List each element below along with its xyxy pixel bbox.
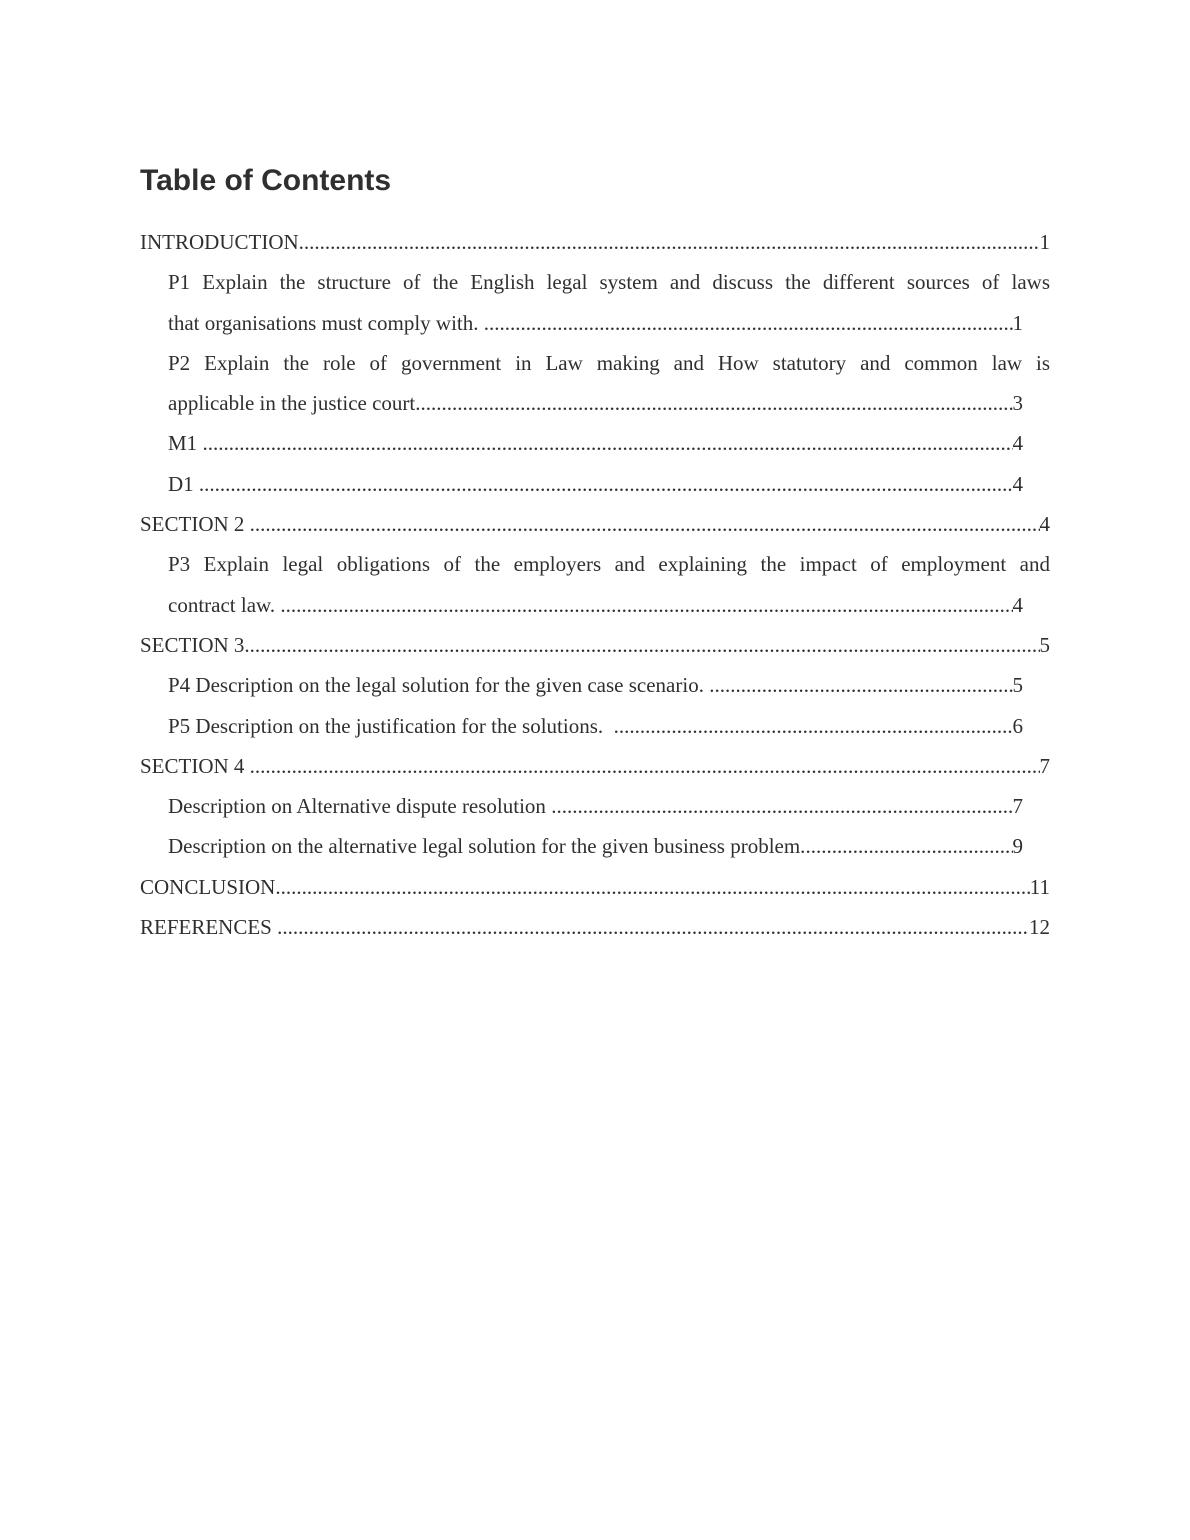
toc-leader-dots [551,786,1012,826]
toc-entry-p1[interactable] [168,262,1050,343]
toc-leader-dots [199,464,1013,504]
toc-leader-dots [202,423,1012,463]
toc-leader-dots [275,867,1029,907]
toc-page-number: 4 [1039,512,1050,537]
toc-leader-dots [250,746,1040,786]
toc-line [140,504,1050,544]
toc-entry-label: M1 [168,431,203,456]
toc-line [168,706,1023,746]
toc-entry-section-3[interactable] [140,625,1050,665]
table-of-contents [140,222,1050,947]
toc-page-number: 5 [1039,632,1050,657]
toc-page-number: 11 [1029,874,1050,899]
toc-leader-dots [280,585,1012,625]
toc-entry-label: REFERENCES [140,915,278,940]
toc-line [140,907,1050,947]
toc-leader-dots [484,303,1013,343]
toc-entry-label: Description on the alternative legal solution for the given business problem. [168,834,806,859]
toc-entry-lead: P1 Explain the structure of the English legal system and discuss the different sources of laws [168,270,1050,295]
toc-page-number: 4 [1012,471,1023,496]
toc-page-number: 3 [1012,391,1023,416]
toc-leader-dots [244,625,1039,665]
toc-leader-dots [299,222,1040,262]
toc-entry-conclusion[interactable] [140,867,1050,907]
toc-entry-label: that organisations must comply with. [168,310,484,335]
toc-entry-introduction[interactable] [140,222,1050,262]
toc-entry-d1[interactable] [168,464,1023,504]
toc-line [140,625,1050,665]
toc-entry-references[interactable] [140,907,1050,947]
toc-line [168,303,1023,343]
toc-page-number: 1 [1012,310,1023,335]
toc-page-number: 1 [1039,230,1050,254]
toc-leader-dots [277,907,1029,947]
toc-page-number: 5 [1012,673,1023,698]
toc-page-number: 9 [1012,834,1023,859]
toc-entry-label: CONCLUSION [140,874,276,899]
toc-entry-label: applicable in the justice court [168,391,416,416]
toc-line [140,746,1050,786]
toc-entry-p4[interactable] [168,665,1023,705]
toc-line [168,464,1023,504]
toc-entry-label: P5 Description on the justification for the solutions. [168,713,614,738]
toc-entry-m1[interactable] [168,423,1023,463]
toc-entry-p5[interactable] [168,706,1023,746]
toc-entry-alternative-solution[interactable] [168,826,1023,866]
toc-title: Table of Contents [140,164,392,197]
toc-page-number: 4 [1012,592,1023,617]
toc-leader-dots [250,504,1040,544]
toc-entry-p3[interactable] [168,544,1050,625]
toc-entry-section-4[interactable] [140,746,1050,786]
toc-page-number: 4 [1012,431,1023,456]
toc-leader-dots [709,665,1012,705]
toc-entry-label: D1 [168,471,199,496]
toc-page-number: 12 [1029,915,1050,940]
toc-entry-label: SECTION 2 [140,512,250,537]
toc-line [168,786,1023,826]
toc-line [168,585,1023,625]
toc-line [168,423,1023,463]
toc-entry-label: SECTION 4 [140,753,250,778]
toc-entry-label: INTRODUCTION [140,230,299,254]
toc-leader-dots [614,706,1013,746]
toc-leader-dots [415,383,1012,423]
toc-entry-adr[interactable] [168,786,1023,826]
toc-entry-label: P4 Description on the legal solution for the given case scenario. [168,673,710,698]
toc-line [168,383,1023,423]
toc-line [140,867,1050,907]
toc-page-number: 7 [1012,794,1023,819]
toc-line [168,826,1023,866]
toc-page-number: 6 [1012,713,1023,738]
toc-entry-section-2[interactable] [140,504,1050,544]
toc-entry-label: contract law. [168,592,281,617]
toc-entry-label: SECTION 3 [140,632,245,657]
toc-line [168,665,1023,705]
toc-entry-lead: P2 Explain the role of government in Law making and How statutory and common law is [168,350,1050,375]
toc-entry-label: Description on Alternative dispute resolution [168,794,552,819]
toc-line [140,222,1050,262]
toc-leader-dots [805,826,1012,866]
toc-entry-lead: P3 Explain legal obligations of the employers and explaining the impact of employment and [168,552,1050,577]
toc-entry-p2[interactable] [168,343,1050,424]
toc-page-number: 7 [1039,753,1050,778]
